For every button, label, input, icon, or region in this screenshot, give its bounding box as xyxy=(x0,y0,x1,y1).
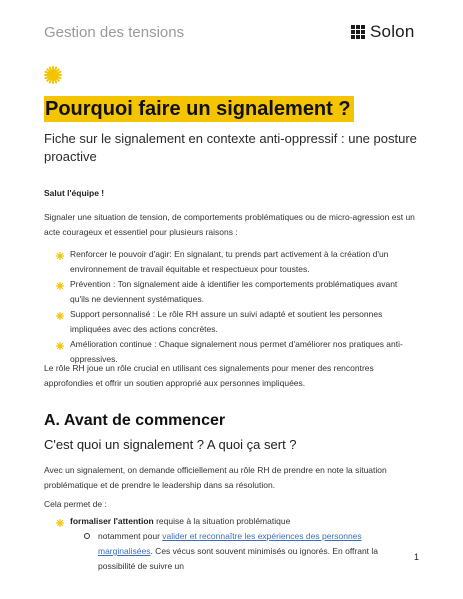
list-item xyxy=(84,529,416,574)
brand-logo xyxy=(351,22,414,42)
marginalized-experiences-link[interactable]: valider et reconnaître les expériences des personnes marginalisées xyxy=(98,531,362,556)
circle-bullet-icon xyxy=(84,533,90,539)
intro-paragraph: Signaler une situation de tension, de comportements problématiques ou de micro-agression est un acte courageux et essentiel pour plusieurs raisons : xyxy=(44,212,415,237)
sunburst-bullet-icon xyxy=(56,340,64,355)
item-text: requise à la situation problématique xyxy=(153,516,291,526)
list-item xyxy=(56,277,416,307)
reason-text: Renforcer le pouvoir d'agir: En signalant, tu prends part activement à la création d'un environnement de travail équitable et respectueux pour toustes. xyxy=(70,249,389,274)
brand-name: Solon xyxy=(370,22,415,41)
reason-text: Prévention : Ton signalement aide à identifier les comportements problématiques avant qu'ils ne deviennent systématiques. xyxy=(70,279,398,304)
grid-logo-icon xyxy=(351,25,365,39)
section-subheading: C'est quoi un signalement ? A quoi ça sert ? xyxy=(44,437,297,452)
allows-intro: Cela permet de : xyxy=(44,499,107,509)
reason-text: Amélioration continue : Chaque signalement nous permet d'améliorer nos pratiques anti-oppressives. xyxy=(70,339,403,364)
document-title: Pourquoi faire un signalement ? xyxy=(44,96,354,122)
nested-text-before: notamment pour xyxy=(98,531,163,541)
item-bold-text: formaliser l'attention xyxy=(70,516,154,526)
sunburst-icon xyxy=(44,66,62,89)
document-subtitle: Fiche sur le signalement en contexte anti-oppressif : une posture proactive xyxy=(44,131,417,164)
allows-list xyxy=(56,514,416,574)
sunburst-bullet-icon xyxy=(56,250,64,265)
nested-list xyxy=(70,529,416,574)
header-title: Gestion des tensions xyxy=(44,24,185,41)
greeting: Salut l'équipe ! xyxy=(44,188,105,198)
list-item xyxy=(56,514,416,574)
reasons-list xyxy=(56,247,416,367)
reason-text: Support personnalisé : Le rôle RH assure un suivi adapté et soutient les personnes impliquées avec des actions concrètes. xyxy=(70,309,383,334)
definition-paragraph: Avec un signalement, on demande officiellement au rôle RH de prendre en note la situation problématique et de prendre le leadership dans sa résolution. xyxy=(44,465,387,490)
rh-paragraph: Le rôle RH joue un rôle crucial en utilisant ces signalements pour mener des rencontres approfondies et offrir un soutien approprié aux personnes impliquées. xyxy=(44,363,374,388)
page-number: 1 xyxy=(414,552,420,562)
list-item xyxy=(56,247,416,277)
sunburst-bullet-icon xyxy=(56,310,64,325)
sunburst-bullet-icon xyxy=(56,280,64,295)
nested-text-after: . Ces vécus sont souvent minimisés ou ignorés. En offrant la possibilité de suivre un xyxy=(98,546,379,571)
sunburst-bullet-icon xyxy=(56,517,64,532)
section-heading: A. Avant de commencer xyxy=(44,412,226,429)
list-item xyxy=(56,307,416,337)
